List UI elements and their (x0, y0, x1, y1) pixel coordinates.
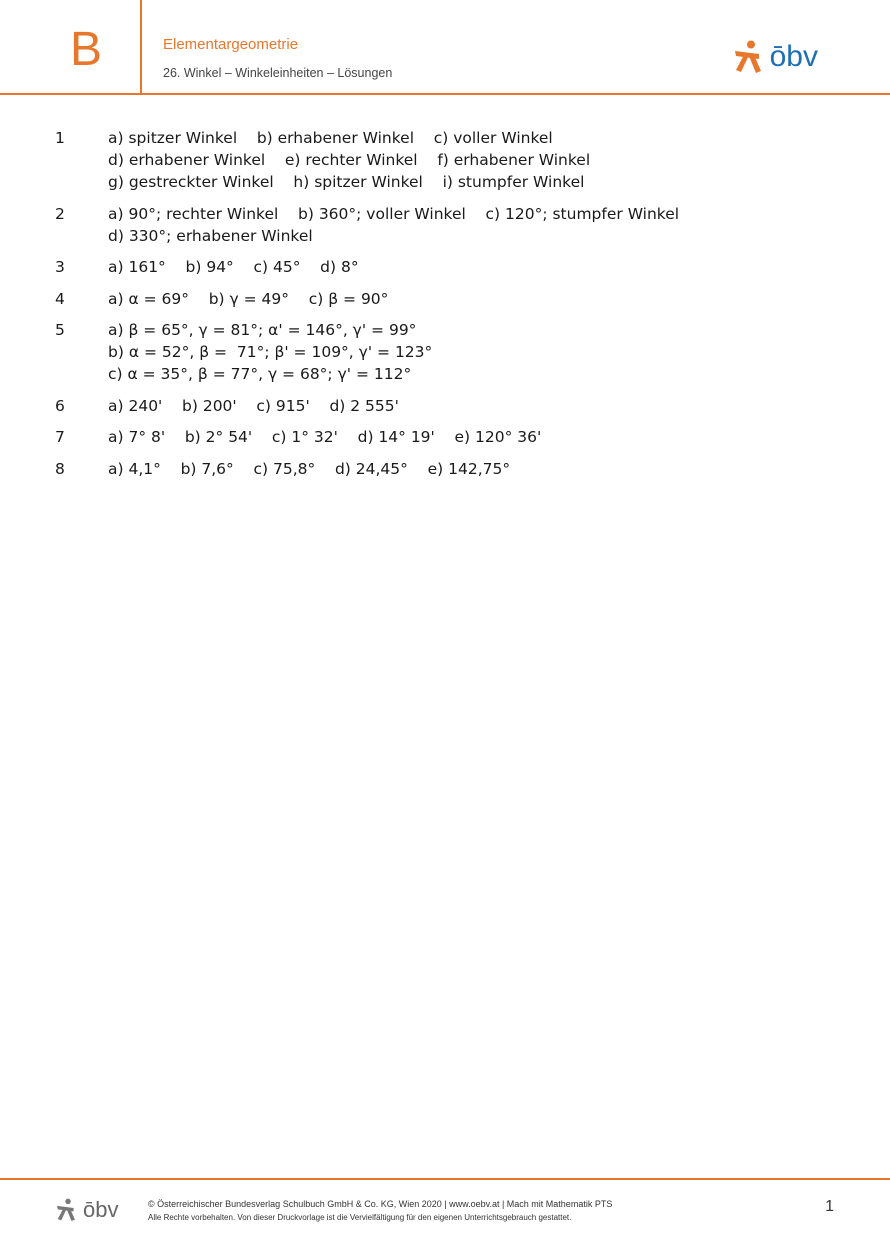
solution-number: 5 (55, 321, 65, 339)
solution-number: 6 (55, 396, 65, 415)
solution-item (55, 256, 835, 278)
solution-number: 4 (55, 289, 65, 308)
solution-number: 7 (55, 428, 65, 446)
chapter-letter: B (70, 23, 103, 76)
oebv-logo (732, 40, 818, 74)
solution-item (55, 319, 835, 385)
solution-line: g) gestreckter Winkel h) spitzer Winkel i) stumpfer Winkel (108, 173, 585, 191)
solutions-list (55, 127, 835, 489)
solution-item (55, 288, 835, 310)
solution-line: c) α = 35°, β = 77°, γ = 68°; γ' = 112° (108, 365, 412, 383)
solution-line: d) 330°; erhabener Winkel (108, 226, 313, 245)
solution-lines (108, 127, 590, 193)
solution-lines (108, 288, 388, 310)
solution-line: a) 90°; rechter Winkel b) 360°; voller Winkel c) 120°; stumpfer Winkel (108, 204, 680, 223)
solution-line: b) α = 52°, β = 71°; β' = 109°, γ' = 123° (108, 343, 433, 361)
solution-lines (108, 319, 432, 385)
solution-line: a) 161° b) 94° c) 45° d) 8° (108, 258, 359, 276)
solution-line: d) erhabener Winkel e) rechter Winkel f) erhabener Winkel (108, 151, 591, 169)
page-header (0, 0, 890, 95)
solution-number: 2 (55, 204, 65, 223)
solution-line: a) α = 69° b) γ = 49° c) β = 90° (108, 289, 389, 308)
chapter-title: Elementargeometrie (163, 36, 299, 53)
solution-lines (108, 395, 399, 417)
oebv-star-icon (732, 40, 764, 74)
solution-item (55, 458, 835, 480)
rights-notice: Alle Rechte vorbehalten. Von dieser Druckvorlage ist die Vervielfältigung für den eigenen Unterrichtsgebrauch gestattet. (148, 1213, 572, 1222)
solution-line: a) β = 65°, γ = 81°; α' = 146°, γ' = 99° (108, 321, 417, 339)
solution-number: 1 (55, 129, 65, 147)
page-number: 1 (825, 1198, 834, 1215)
copyright-notice: © Österreichischer Bundesverlag Schulbuch GmbH & Co. KG, Wien 2020 | www.oebv.at | Mach mit Mathematik PTS (148, 1199, 613, 1209)
solution-item (55, 426, 835, 448)
solution-lines (108, 256, 359, 278)
solution-lines (108, 458, 510, 480)
solution-item (55, 203, 835, 247)
section-subtitle: 26. Winkel – Winkeleinheiten – Lösungen (163, 66, 393, 80)
footer-oebv-star-icon (55, 1198, 77, 1222)
solution-item (55, 395, 835, 417)
solution-lines (108, 203, 679, 247)
footer-divider (0, 1178, 890, 1180)
solution-line: a) 240' b) 200' c) 915' d) 2 555' (108, 396, 399, 415)
footer-oebv-logo (55, 1198, 118, 1222)
solution-number: 3 (55, 258, 65, 276)
solution-line: a) 7° 8' b) 2° 54' c) 1° 32' d) 14° 19' e) 120° 36' (108, 428, 542, 446)
header-divider (140, 0, 142, 94)
footer-oebv-logo-text: ōbv (83, 1197, 119, 1222)
solution-line: a) spitzer Winkel b) erhabener Winkel c) voller Winkel (108, 129, 553, 147)
oebv-logo-text: ōbv (769, 40, 818, 73)
solution-lines (108, 426, 541, 448)
solution-item (55, 127, 835, 193)
solution-line: a) 4,1° b) 7,6° c) 75,8° d) 24,45° e) 142,75° (108, 459, 511, 478)
solution-number: 8 (55, 459, 65, 478)
